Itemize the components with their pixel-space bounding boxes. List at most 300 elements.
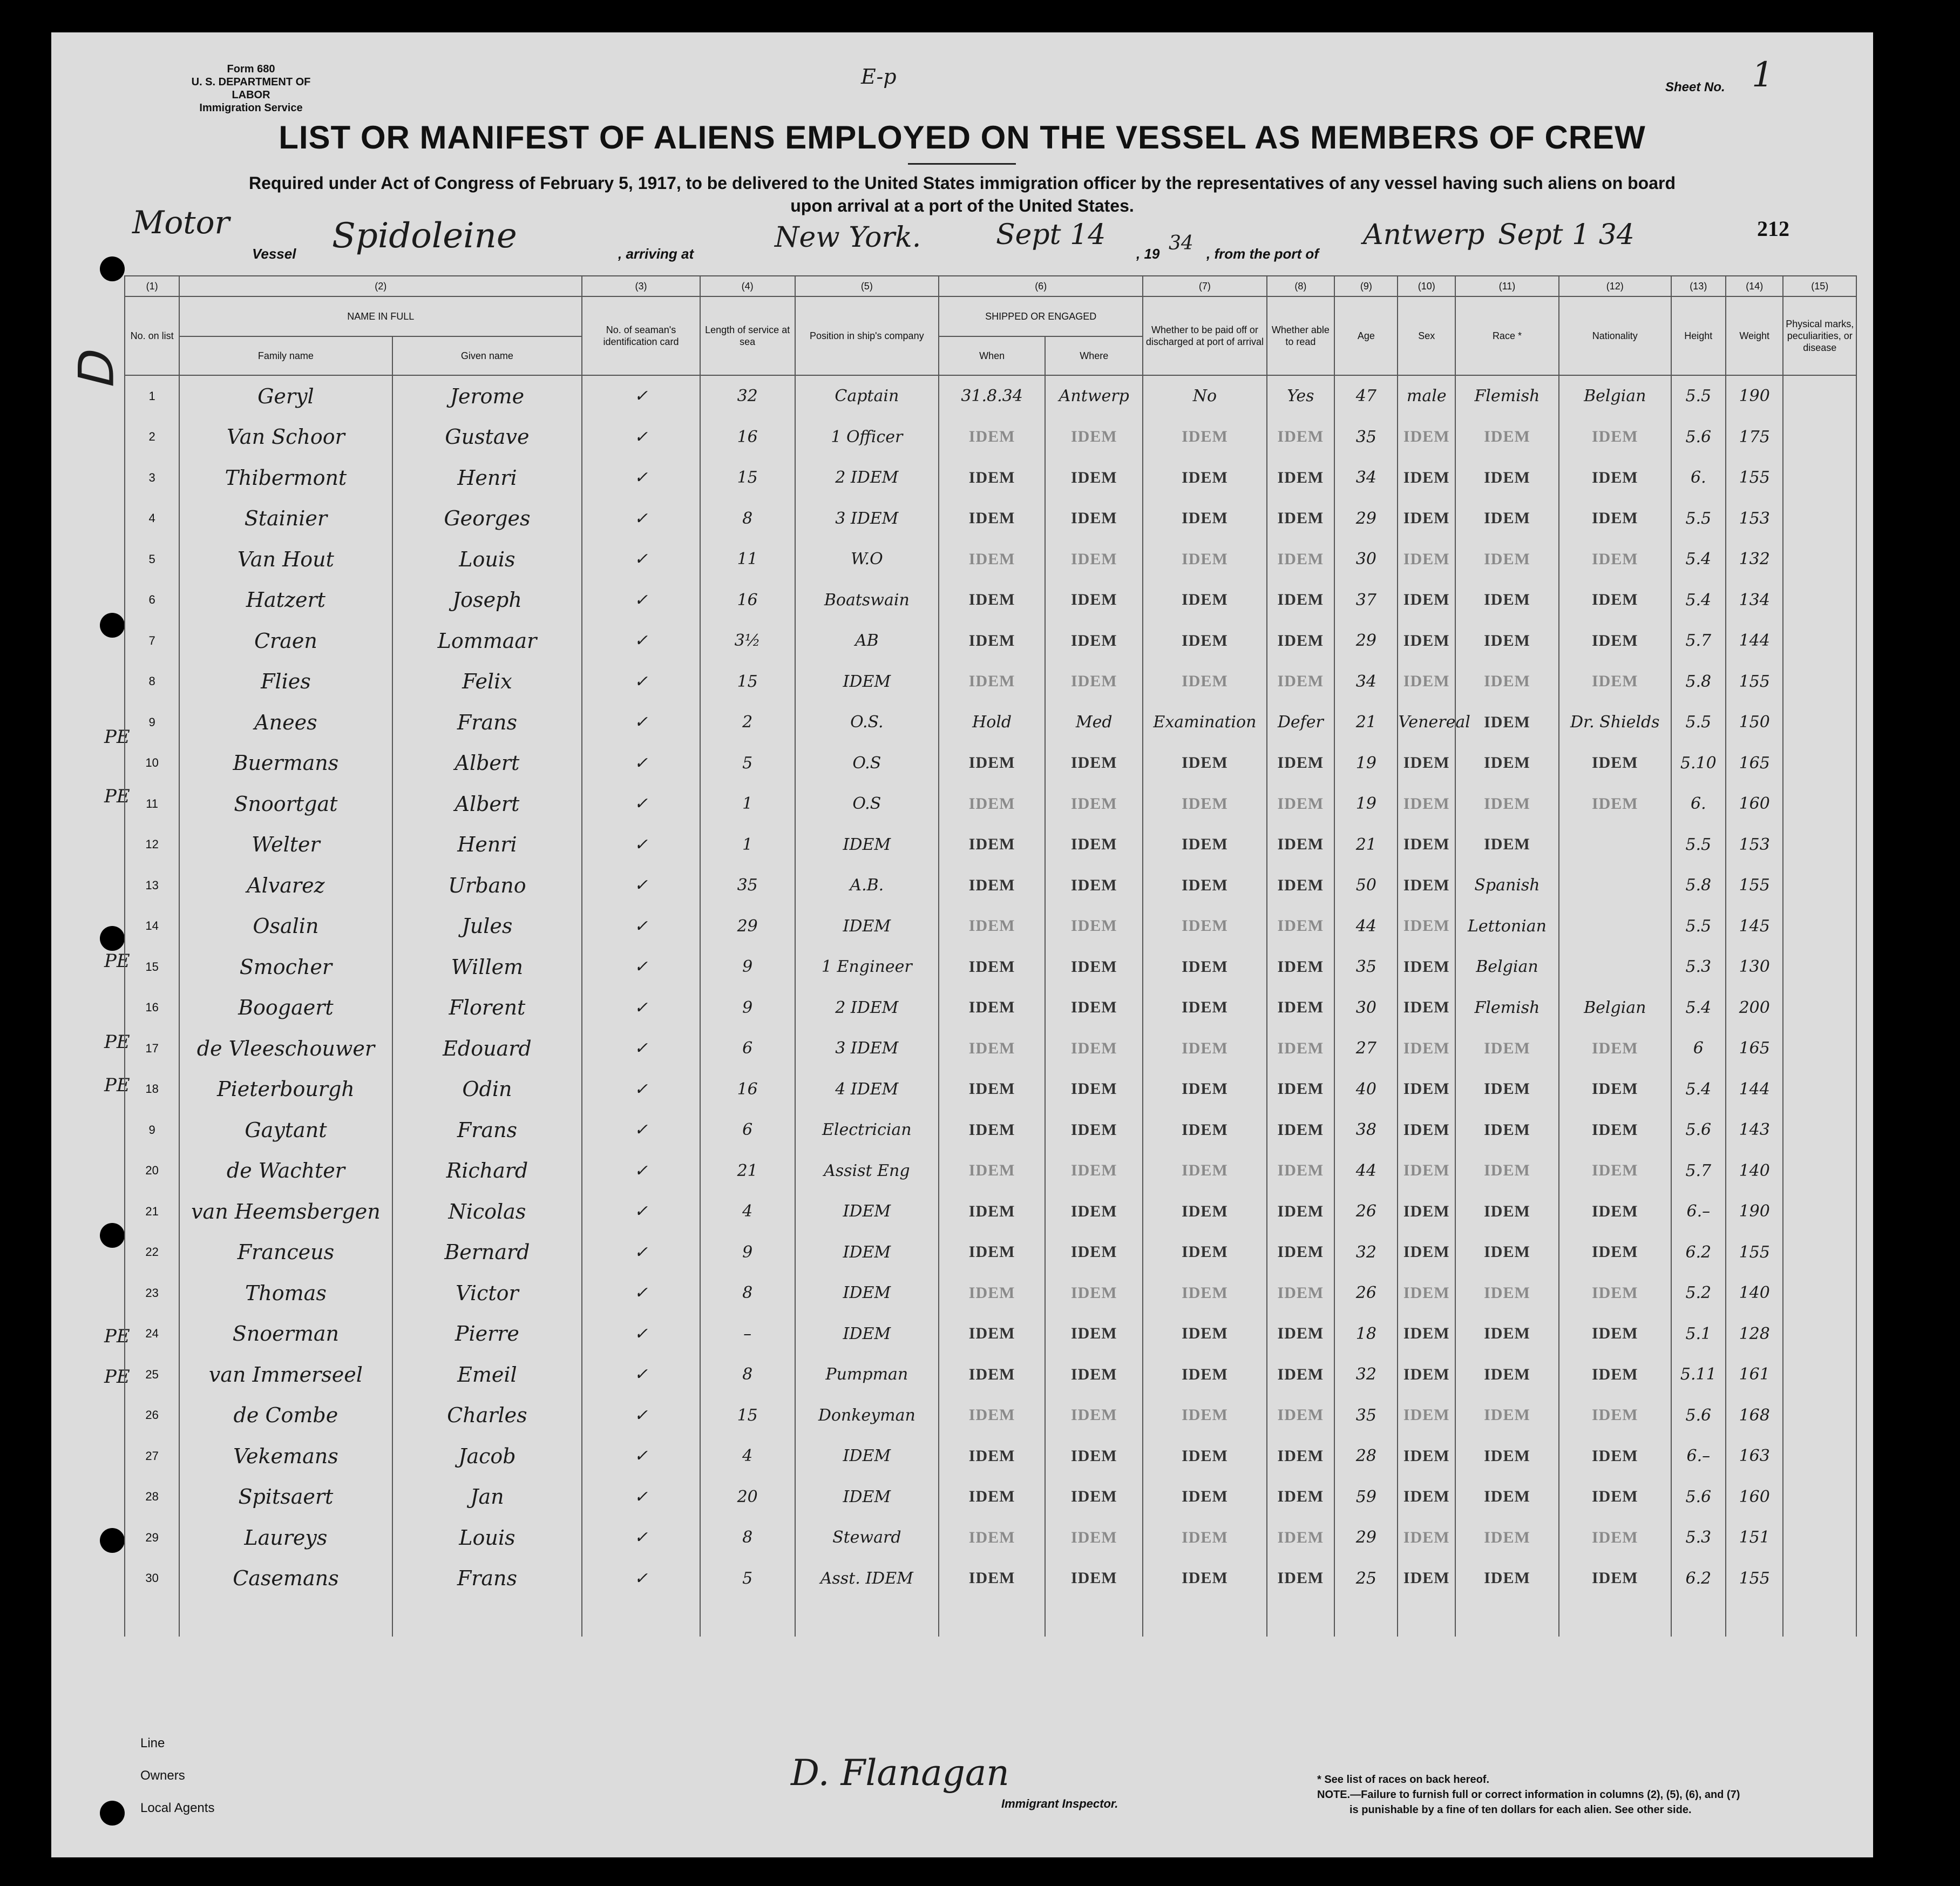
sex: IDEM	[1398, 783, 1455, 824]
given-name: Frans	[392, 702, 582, 743]
paid-off: IDEM	[1143, 417, 1266, 458]
able-to-read: IDEM	[1267, 1477, 1335, 1518]
given-name: Joseph	[392, 580, 582, 621]
height: 5.4	[1671, 988, 1726, 1029]
nationality: IDEM	[1559, 743, 1671, 784]
nationality: IDEM	[1559, 1558, 1671, 1599]
header-able-to-read: Whether able to read	[1267, 296, 1335, 375]
manifest-subtitle	[51, 172, 1873, 217]
crew-row	[125, 1069, 1856, 1110]
crew-row	[125, 1151, 1856, 1192]
col-num-12: (12)	[1559, 276, 1671, 296]
race: Flemish	[1455, 988, 1559, 1029]
given-name: Richard	[392, 1151, 582, 1192]
nationality: IDEM	[1559, 457, 1671, 498]
service-length: 6	[700, 1028, 795, 1069]
crew-row	[125, 1232, 1856, 1273]
service-length: 35	[700, 865, 795, 906]
weight: 143	[1726, 1110, 1783, 1151]
col-num-8: (8)	[1267, 276, 1335, 296]
list-number: 24	[125, 1314, 179, 1355]
position: 2 IDEM	[795, 988, 939, 1029]
age: 47	[1334, 375, 1398, 417]
race: Flemish	[1455, 375, 1559, 417]
age: 35	[1334, 947, 1398, 988]
sex: IDEM	[1398, 865, 1455, 906]
sex: IDEM	[1398, 1028, 1455, 1069]
family-name: Van Hout	[179, 539, 392, 580]
sex: IDEM	[1398, 988, 1455, 1029]
weight: 161	[1726, 1354, 1783, 1395]
weight: 168	[1726, 1395, 1783, 1436]
sex: IDEM	[1398, 906, 1455, 947]
physical-marks	[1783, 1517, 1856, 1558]
shipped-when: IDEM	[939, 824, 1045, 866]
list-number: 12	[125, 824, 179, 866]
position: Assist Eng	[795, 1151, 939, 1192]
age: 32	[1334, 1354, 1398, 1395]
able-to-read: IDEM	[1267, 417, 1335, 458]
id-card-check: ✓	[582, 947, 700, 988]
paid-off: IDEM	[1143, 1191, 1266, 1232]
position: Boatswain	[795, 580, 939, 621]
paid-off: IDEM	[1143, 783, 1266, 824]
id-card-check: ✓	[582, 988, 700, 1029]
able-to-read: IDEM	[1267, 783, 1335, 824]
race: IDEM	[1455, 1354, 1559, 1395]
service-length: 9	[700, 947, 795, 988]
position: IDEM	[795, 1232, 939, 1273]
nationality: IDEM	[1559, 1517, 1671, 1558]
paid-off: IDEM	[1143, 1354, 1266, 1395]
physical-marks	[1783, 661, 1856, 702]
weight: 153	[1726, 824, 1783, 866]
blank-cell	[700, 1599, 795, 1637]
list-number: 17	[125, 1028, 179, 1069]
service-length: 16	[700, 417, 795, 458]
weight: 132	[1726, 539, 1783, 580]
height: 5.6	[1671, 1395, 1726, 1436]
id-card-check: ✓	[582, 1028, 700, 1069]
height: 5.7	[1671, 620, 1726, 661]
paid-off: IDEM	[1143, 580, 1266, 621]
shipped-when: IDEM	[939, 1191, 1045, 1232]
id-card-check: ✓	[582, 457, 700, 498]
service-length: 11	[700, 539, 795, 580]
id-card-check: ✓	[582, 498, 700, 539]
inspector-signature: D. Flanagan	[791, 1752, 1009, 1794]
weight: 163	[1726, 1436, 1783, 1477]
able-to-read: IDEM	[1267, 988, 1335, 1029]
weight: 130	[1726, 947, 1783, 988]
header-family-name: Family name	[179, 336, 392, 375]
nationality: IDEM	[1559, 1354, 1671, 1395]
height: 5.11	[1671, 1354, 1726, 1395]
form-identifier	[186, 63, 316, 114]
id-card-check: ✓	[582, 1517, 700, 1558]
weight: 144	[1726, 620, 1783, 661]
blank-cell	[1455, 1599, 1559, 1637]
shipped-when: IDEM	[939, 947, 1045, 988]
paid-off: IDEM	[1143, 824, 1266, 866]
crew-row	[125, 1191, 1856, 1232]
age: 28	[1334, 1436, 1398, 1477]
list-number: 15	[125, 947, 179, 988]
list-number: 4	[125, 498, 179, 539]
family-name: Van Schoor	[179, 417, 392, 458]
height: 5.6	[1671, 1110, 1726, 1151]
nationality: Dr. Shields	[1559, 702, 1671, 743]
race: IDEM	[1455, 1191, 1559, 1232]
family-name: van Immerseel	[179, 1354, 392, 1395]
given-name: Jules	[392, 906, 582, 947]
able-to-read: IDEM	[1267, 1558, 1335, 1599]
sex: IDEM	[1398, 1151, 1455, 1192]
col-num-4: (4)	[700, 276, 795, 296]
family-name: Gaytant	[179, 1110, 392, 1151]
margin-mark-pe: PE	[104, 786, 130, 807]
header-length-of-service: Length of service at sea	[700, 296, 795, 375]
shipped-where: IDEM	[1045, 580, 1143, 621]
age: 29	[1334, 1517, 1398, 1558]
footer-notes	[1317, 1772, 1740, 1817]
physical-marks	[1783, 743, 1856, 784]
id-card-check: ✓	[582, 417, 700, 458]
crew-row	[125, 620, 1856, 661]
note-races: * See list of races on back hereof.	[1317, 1774, 1490, 1786]
service-length: 8	[700, 1354, 795, 1395]
shipped-when: IDEM	[939, 1436, 1045, 1477]
id-card-check: ✓	[582, 906, 700, 947]
sex: IDEM	[1398, 1558, 1455, 1599]
id-card-check: ✓	[582, 1395, 700, 1436]
id-card-check: ✓	[582, 580, 700, 621]
sex: male	[1398, 375, 1455, 417]
crew-row	[125, 947, 1856, 988]
paid-off: IDEM	[1143, 539, 1266, 580]
age: 37	[1334, 580, 1398, 621]
shipped-where: IDEM	[1045, 1028, 1143, 1069]
header-shipped-or-engaged: SHIPPED OR ENGAGED	[939, 296, 1143, 336]
nationality: Belgian	[1559, 375, 1671, 417]
id-card-check: ✓	[582, 1354, 700, 1395]
shipped-where: IDEM	[1045, 620, 1143, 661]
sex: IDEM	[1398, 1273, 1455, 1314]
height: 6.–	[1671, 1191, 1726, 1232]
physical-marks	[1783, 1151, 1856, 1192]
crew-rows	[125, 375, 1856, 1637]
id-card-check: ✓	[582, 1191, 700, 1232]
race: IDEM	[1455, 457, 1559, 498]
race: IDEM	[1455, 1436, 1559, 1477]
shipped-when: IDEM	[939, 457, 1045, 498]
given-name: Frans	[392, 1558, 582, 1599]
crew-table	[124, 275, 1857, 1637]
given-name: Charles	[392, 1395, 582, 1436]
paid-off: IDEM	[1143, 1110, 1266, 1151]
given-name: Florent	[392, 988, 582, 1029]
age: 32	[1334, 1232, 1398, 1273]
height: 6.	[1671, 783, 1726, 824]
crew-row	[125, 580, 1856, 621]
top-mark: E-p	[861, 65, 897, 89]
list-number: 23	[125, 1273, 179, 1314]
blank-cell	[939, 1599, 1045, 1637]
crew-row	[125, 1558, 1856, 1599]
age: 35	[1334, 1395, 1398, 1436]
blank-cell	[1398, 1599, 1455, 1637]
weight: 200	[1726, 988, 1783, 1029]
paid-off: Examination	[1143, 702, 1266, 743]
age: 27	[1334, 1028, 1398, 1069]
shipped-when: 31.8.34	[939, 375, 1045, 417]
height: 5.10	[1671, 743, 1726, 784]
physical-marks	[1783, 1558, 1856, 1599]
position: 3 IDEM	[795, 498, 939, 539]
list-number: 6	[125, 580, 179, 621]
vessel-label: Vessel	[252, 246, 296, 262]
sex: IDEM	[1398, 498, 1455, 539]
given-name: Bernard	[392, 1232, 582, 1273]
nationality: IDEM	[1559, 661, 1671, 702]
given-name: Albert	[392, 743, 582, 784]
service-length: 9	[700, 988, 795, 1029]
col-num-14: (14)	[1726, 276, 1783, 296]
weight: 165	[1726, 743, 1783, 784]
position: 3 IDEM	[795, 1028, 939, 1069]
age: 19	[1334, 743, 1398, 784]
service-length: 4	[700, 1436, 795, 1477]
weight: 165	[1726, 1028, 1783, 1069]
blank-cell	[125, 1599, 179, 1637]
list-number: 28	[125, 1477, 179, 1518]
shipped-when: IDEM	[939, 865, 1045, 906]
shipped-where: Antwerp	[1045, 375, 1143, 417]
age: 29	[1334, 498, 1398, 539]
shipped-where: IDEM	[1045, 417, 1143, 458]
race: IDEM	[1455, 1395, 1559, 1436]
sex: IDEM	[1398, 1477, 1455, 1518]
race: IDEM	[1455, 1314, 1559, 1355]
shipped-when: IDEM	[939, 1395, 1045, 1436]
given-name: Louis	[392, 1517, 582, 1558]
age: 21	[1334, 824, 1398, 866]
weight: 144	[1726, 1069, 1783, 1110]
blank-cell	[1334, 1599, 1398, 1637]
able-to-read: IDEM	[1267, 1191, 1335, 1232]
crew-row	[125, 1314, 1856, 1355]
crew-row	[125, 824, 1856, 866]
list-number: 29	[125, 1517, 179, 1558]
service-length: 6	[700, 1110, 795, 1151]
id-card-check: ✓	[582, 661, 700, 702]
race: IDEM	[1455, 417, 1559, 458]
position: Electrician	[795, 1110, 939, 1151]
given-name: Odin	[392, 1069, 582, 1110]
age: 59	[1334, 1477, 1398, 1518]
paid-off: IDEM	[1143, 1395, 1266, 1436]
family-name: Pieterbourgh	[179, 1069, 392, 1110]
given-name: Georges	[392, 498, 582, 539]
departure-date: Sept 1 34	[1498, 219, 1635, 251]
weight: 155	[1726, 661, 1783, 702]
family-name: Thibermont	[179, 457, 392, 498]
sex: IDEM	[1398, 580, 1455, 621]
able-to-read: IDEM	[1267, 1151, 1335, 1192]
able-to-read: IDEM	[1267, 1436, 1335, 1477]
subtitle-line-2: upon arrival at a port of the United States.	[790, 196, 1134, 215]
family-name: Casemans	[179, 1558, 392, 1599]
family-name: de Vleeschouwer	[179, 1028, 392, 1069]
list-number: 9	[125, 702, 179, 743]
able-to-read: IDEM	[1267, 580, 1335, 621]
crew-row	[125, 457, 1856, 498]
given-name: Urbano	[392, 865, 582, 906]
nationality	[1559, 906, 1671, 947]
paid-off: IDEM	[1143, 1232, 1266, 1273]
physical-marks	[1783, 1069, 1856, 1110]
header-given-name: Given name	[392, 336, 582, 375]
year-prefix: , 19	[1136, 246, 1160, 262]
race: IDEM	[1455, 743, 1559, 784]
id-card-check: ✓	[582, 620, 700, 661]
service-length: 3½	[700, 620, 795, 661]
paid-off: IDEM	[1143, 498, 1266, 539]
vessel-list-number: 212	[1757, 217, 1789, 241]
crew-row	[125, 743, 1856, 784]
race: IDEM	[1455, 580, 1559, 621]
sex: IDEM	[1398, 1232, 1455, 1273]
id-card-check: ✓	[582, 1314, 700, 1355]
given-name: Edouard	[392, 1028, 582, 1069]
height: 5.6	[1671, 1477, 1726, 1518]
crew-row	[125, 661, 1856, 702]
shipped-when: Hold	[939, 702, 1045, 743]
header-paid-off: Whether to be paid off or discharged at port of arrival	[1143, 296, 1266, 375]
family-name: Smocher	[179, 947, 392, 988]
list-number: 1	[125, 375, 179, 417]
nationality: IDEM	[1559, 580, 1671, 621]
nationality	[1559, 947, 1671, 988]
given-name: Nicolas	[392, 1191, 582, 1232]
weight: 160	[1726, 1477, 1783, 1518]
physical-marks	[1783, 906, 1856, 947]
age: 38	[1334, 1110, 1398, 1151]
service-length: 8	[700, 498, 795, 539]
punch-hole	[100, 613, 125, 638]
physical-marks	[1783, 417, 1856, 458]
physical-marks	[1783, 1477, 1856, 1518]
given-name: Emeil	[392, 1354, 582, 1395]
col-num-7: (7)	[1143, 276, 1266, 296]
able-to-read: IDEM	[1267, 743, 1335, 784]
paid-off: IDEM	[1143, 865, 1266, 906]
height: 6	[1671, 1028, 1726, 1069]
list-number: 8	[125, 661, 179, 702]
position: Donkeyman	[795, 1395, 939, 1436]
service-length: 5	[700, 743, 795, 784]
able-to-read: IDEM	[1267, 865, 1335, 906]
shipped-where: IDEM	[1045, 1436, 1143, 1477]
id-card-check: ✓	[582, 1110, 700, 1151]
physical-marks	[1783, 783, 1856, 824]
crew-row	[125, 417, 1856, 458]
able-to-read: IDEM	[1267, 1517, 1335, 1558]
able-to-read: IDEM	[1267, 1069, 1335, 1110]
owners-label: Owners	[140, 1768, 185, 1783]
shipped-when: IDEM	[939, 783, 1045, 824]
crew-row	[125, 1477, 1856, 1518]
manifest-title: LIST OR MANIFEST OF ALIENS EMPLOYED ON THE VESSEL AS MEMBERS OF CREW	[279, 119, 1646, 156]
position: O.S	[795, 743, 939, 784]
sex: IDEM	[1398, 620, 1455, 661]
race: IDEM	[1455, 1517, 1559, 1558]
position: IDEM	[795, 906, 939, 947]
height: 5.5	[1671, 906, 1726, 947]
shipped-when: IDEM	[939, 1069, 1045, 1110]
position: IDEM	[795, 1191, 939, 1232]
punch-hole	[100, 1223, 125, 1248]
crew-row	[125, 375, 1856, 417]
race: IDEM	[1455, 824, 1559, 866]
shipped-when: IDEM	[939, 1477, 1045, 1518]
blank-cell	[1045, 1599, 1143, 1637]
age: 26	[1334, 1191, 1398, 1232]
family-name: Osalin	[179, 906, 392, 947]
position: Asst. IDEM	[795, 1558, 939, 1599]
height: 5.5	[1671, 498, 1726, 539]
position: IDEM	[795, 1477, 939, 1518]
given-name: Frans	[392, 1110, 582, 1151]
crew-row	[125, 1273, 1856, 1314]
shipped-where: IDEM	[1045, 1517, 1143, 1558]
height: 5.4	[1671, 539, 1726, 580]
given-name: Jerome	[392, 375, 582, 417]
position: 2 IDEM	[795, 457, 939, 498]
nationality: IDEM	[1559, 417, 1671, 458]
race: IDEM	[1455, 498, 1559, 539]
blank-cell	[1267, 1599, 1335, 1637]
line-label: Line	[140, 1736, 165, 1750]
shipped-when: IDEM	[939, 1110, 1045, 1151]
age: 35	[1334, 417, 1398, 458]
given-name: Henri	[392, 824, 582, 866]
punch-hole	[100, 926, 125, 951]
shipped-where: IDEM	[1045, 661, 1143, 702]
shipped-where: IDEM	[1045, 1069, 1143, 1110]
family-name: Alvarez	[179, 865, 392, 906]
weight: 155	[1726, 1232, 1783, 1273]
given-name: Willem	[392, 947, 582, 988]
crew-row-blank	[125, 1599, 1856, 1637]
service-length: 8	[700, 1273, 795, 1314]
given-name: Gustave	[392, 417, 582, 458]
margin-mark-pe: PE	[104, 726, 130, 748]
race: Lettonian	[1455, 906, 1559, 947]
nationality: IDEM	[1559, 783, 1671, 824]
family-name: Geryl	[179, 375, 392, 417]
position: Captain	[795, 375, 939, 417]
id-card-check: ✓	[582, 539, 700, 580]
age: 19	[1334, 783, 1398, 824]
weight: 190	[1726, 375, 1783, 417]
paid-off: IDEM	[1143, 1069, 1266, 1110]
position: IDEM	[795, 824, 939, 866]
shipped-when: IDEM	[939, 1354, 1045, 1395]
crew-row	[125, 1436, 1856, 1477]
header-physical-marks: Physical marks, peculiarities, or disease	[1783, 296, 1856, 375]
able-to-read: IDEM	[1267, 1273, 1335, 1314]
